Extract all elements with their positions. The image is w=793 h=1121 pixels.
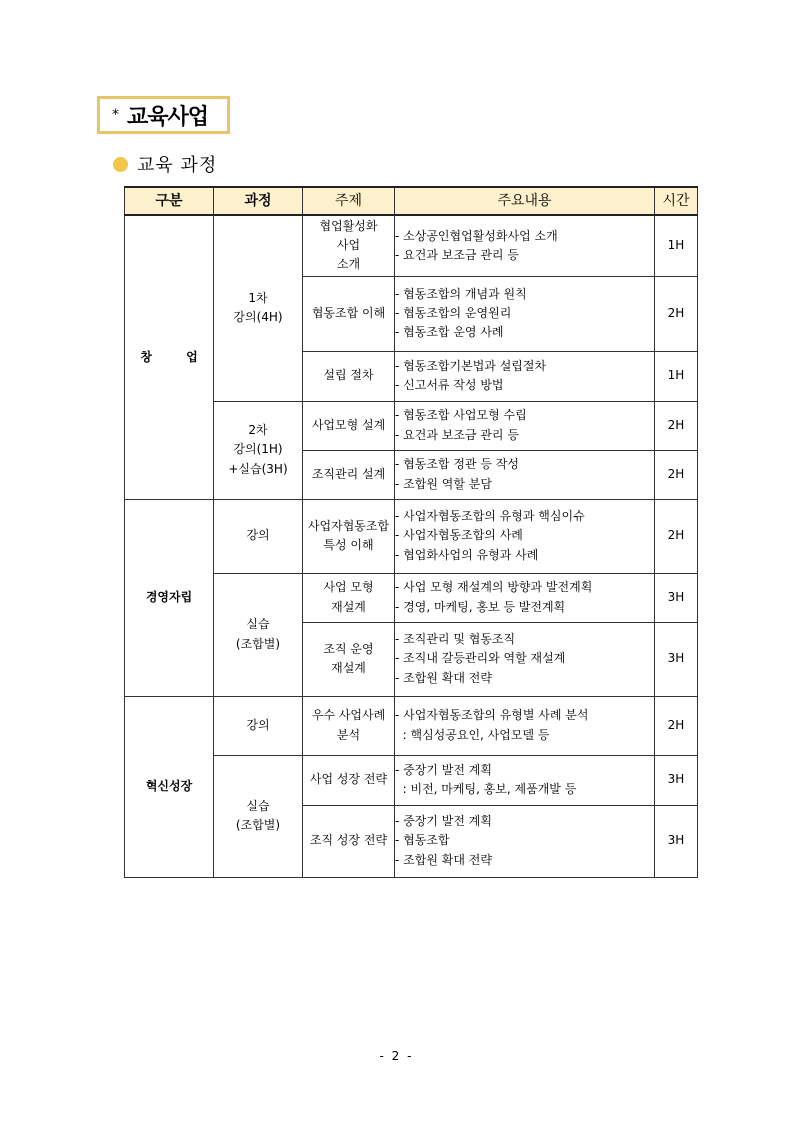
time-cell: 2H <box>655 450 698 499</box>
section-title: 교육사업 <box>127 104 209 130</box>
time-cell: 2H <box>655 276 698 351</box>
asterisk-icon: * <box>112 107 119 123</box>
topic-cell: 협업활성화 사업 소개 <box>303 215 395 276</box>
header-content: 주요내용 <box>395 187 655 215</box>
content-cell: - 사업자협동조합의 유형별 사례 분석 : 핵심성공요인, 사업모델 등 <box>395 696 655 755</box>
content-cell: - 사업 모형 재설계의 방향과 발전계획 - 경영, 마케팅, 홍보 등 발전계획 <box>395 573 655 622</box>
curriculum-table <box>124 186 698 878</box>
course-management-practice: 실습 (조합별) <box>214 573 303 696</box>
topic-cell: 우수 사업사례 분석 <box>303 696 395 755</box>
time-cell: 3H <box>655 573 698 622</box>
time-cell: 1H <box>655 351 698 401</box>
table-row <box>125 499 698 573</box>
page-number: - 2 - <box>379 1049 414 1063</box>
time-cell: 2H <box>655 499 698 573</box>
course-innovation-practice: 실습 (조합별) <box>214 755 303 877</box>
content-cell: - 중장기 발전 계획 : 비전, 마케팅, 홍보, 제품개발 등 <box>395 755 655 805</box>
topic-cell: 조직 성장 전략 <box>303 805 395 877</box>
time-cell: 3H <box>655 805 698 877</box>
topic-cell: 협동조합 이해 <box>303 276 395 351</box>
category-innovation: 혁신성장 <box>125 696 214 877</box>
category-startup: 창 업 <box>125 215 214 499</box>
table-header-row <box>125 187 698 215</box>
header-course: 과정 <box>214 187 303 215</box>
topic-cell: 설립 절차 <box>303 351 395 401</box>
header-division: 구분 <box>125 187 214 215</box>
topic-cell: 조직 운영 재설계 <box>303 622 395 696</box>
course-startup-1: 1차 강의(4H) <box>214 215 303 401</box>
content-cell: - 협동조합 정관 등 작성 - 조합원 역할 분담 <box>395 450 655 499</box>
content-cell: - 중장기 발전 계획 - 협동조합 - 조합원 확대 전략 <box>395 805 655 877</box>
course-innovation-lecture: 강의 <box>214 696 303 755</box>
content-cell: - 협동조합기본법과 설립절차 - 신고서류 작성 방법 <box>395 351 655 401</box>
content-cell: - 협동조합 사업모형 수립 - 요건과 보조금 관리 등 <box>395 401 655 450</box>
topic-cell: 사업자협동조합 특성 이해 <box>303 499 395 573</box>
topic-cell: 사업 모형 재설계 <box>303 573 395 622</box>
time-cell: 3H <box>655 755 698 805</box>
content-cell: - 협동조합의 개념과 원칙 - 협동조합의 운영원리 - 협동조합 운영 사례 <box>395 276 655 351</box>
course-startup-2: 2차 강의(1H) +실습(3H) <box>214 401 303 499</box>
time-cell: 3H <box>655 622 698 696</box>
course-management-lecture: 강의 <box>214 499 303 573</box>
topic-cell: 사업모형 설계 <box>303 401 395 450</box>
time-cell: 1H <box>655 215 698 276</box>
content-cell: - 소상공인협업활성화사업 소개 - 요건과 보조금 관리 등 <box>395 215 655 276</box>
section-title-box <box>97 96 230 134</box>
content-cell: - 조직관리 및 협동조직 - 조직내 갈등관리와 역할 재설계 - 조합원 확대 전략 <box>395 622 655 696</box>
header-topic: 주제 <box>303 187 395 215</box>
time-cell: 2H <box>655 401 698 450</box>
subsection-title: 교육 과정 <box>137 155 218 176</box>
topic-cell: 사업 성장 전략 <box>303 755 395 805</box>
bullet-circle-icon <box>113 157 128 172</box>
subsection-heading <box>113 152 217 176</box>
time-cell: 2H <box>655 696 698 755</box>
category-management: 경영자립 <box>125 499 214 696</box>
content-cell: - 사업자협동조합의 유형과 핵심이슈 - 사업자협동조합의 사례 - 협업화사업의 유형과 사례 <box>395 499 655 573</box>
table-row <box>125 215 698 276</box>
topic-cell: 조직관리 설계 <box>303 450 395 499</box>
table-row <box>125 696 698 755</box>
header-time: 시간 <box>655 187 698 215</box>
